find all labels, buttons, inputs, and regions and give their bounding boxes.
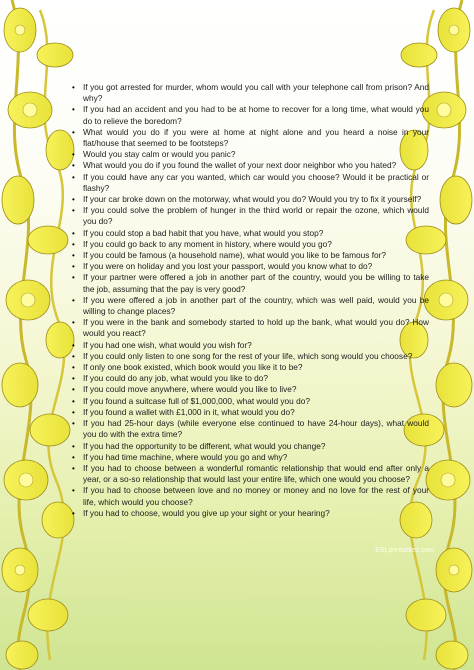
question-text: If you got arrested for murder, whom would you call with your telephone call from prison? And why? xyxy=(83,82,429,104)
bullet-icon: • xyxy=(72,340,75,350)
question-item xyxy=(69,508,429,519)
question-text: If you could solve the problem of hunger in the third world or repair the ozone, which would you do? xyxy=(83,205,429,227)
bullet-icon: • xyxy=(72,150,75,160)
bullet-icon: • xyxy=(72,363,75,373)
bullet-icon: • xyxy=(72,262,75,272)
question-text: If you had to choose between a wonderful romantic relationship that would end after only a year, or a so-so relationship that would last your entire life, which one would you choose? xyxy=(83,462,429,485)
watermark: ESLprintables.com xyxy=(375,547,434,554)
question-text: What would you do if you found the wallet of your next door neighbor who you hated? xyxy=(83,160,397,171)
question-text: If you had to choose between love and no money or money and no love for the rest of your life, which would you choose? xyxy=(83,485,429,507)
question-text: If you could only listen to one song for the rest of your life, which song would you choose? xyxy=(83,350,413,361)
question-item xyxy=(69,317,429,339)
question-text: If you could move anywhere, where would you like to live? xyxy=(83,384,297,395)
question-item xyxy=(69,149,429,160)
bullet-icon: • xyxy=(72,318,75,328)
question-item xyxy=(69,127,429,149)
bullet-icon: • xyxy=(72,441,75,451)
bullet-icon: • xyxy=(72,463,75,473)
bullet-icon: • xyxy=(72,374,75,384)
bullet-icon: • xyxy=(72,295,75,305)
question-text: If you had the opportunity to be different, what would you change? xyxy=(83,440,326,451)
question-text: If you were offered a job in another part of the country, which was well paid, would you be willing to change places? xyxy=(83,294,429,317)
bullet-icon: • xyxy=(72,419,75,429)
question-text: If your car broke down on the motorway, what would you do? Would you try to fix it yourself? xyxy=(83,194,422,205)
question-item xyxy=(69,396,429,407)
bullet-icon: • xyxy=(72,127,75,137)
bullet-icon: • xyxy=(72,407,75,417)
question-item xyxy=(69,362,429,373)
floral-border-left xyxy=(0,0,80,670)
question-item xyxy=(69,452,429,463)
question-item xyxy=(69,418,429,440)
question-text: If you were in the bank and somebody started to hold up the bank, what would you do? How would you react? xyxy=(83,317,429,339)
bullet-icon: • xyxy=(72,195,75,205)
question-item xyxy=(69,172,429,194)
bullet-icon: • xyxy=(72,161,75,171)
question-text: If you could go back to any moment in history, where would you go? xyxy=(83,238,332,249)
question-item xyxy=(69,160,429,171)
bullet-icon: • xyxy=(72,83,75,92)
question-item xyxy=(69,351,429,362)
question-item xyxy=(69,272,429,294)
question-item xyxy=(69,239,429,250)
question-text: If you had 25-hour days (while everyone else continued to have 24-hour days), what would you do with the extra time? xyxy=(83,418,429,440)
question-item xyxy=(69,261,429,272)
bullet-icon: • xyxy=(72,239,75,249)
question-item xyxy=(69,205,429,227)
question-text: If your partner were offered a job in another part of the country, would you be willing to take the job, assuming that the pay is very good? xyxy=(83,272,429,294)
bullet-icon: • xyxy=(72,228,75,238)
bullet-icon: • xyxy=(72,351,75,361)
question-item xyxy=(69,228,429,239)
question-item xyxy=(69,384,429,395)
bullet-icon: • xyxy=(72,508,75,518)
question-text: If you were on holiday and you lost your passport, would you know what to do? xyxy=(83,261,373,272)
question-item xyxy=(69,104,429,126)
question-text: If you had to choose, would you give up your sight or your hearing? xyxy=(83,507,330,518)
question-item xyxy=(69,250,429,261)
question-list-container xyxy=(69,82,429,519)
question-text: If you could be famous (a household name), what would you like to be famous for? xyxy=(83,250,387,261)
bullet-icon: • xyxy=(72,251,75,261)
question-text: If only one book existed, which book would you like it to be? xyxy=(83,362,303,373)
question-item xyxy=(69,295,429,317)
question-text: If you had time machine, where would you go and why? xyxy=(83,451,288,462)
bullet-icon: • xyxy=(72,385,75,395)
question-item xyxy=(69,463,429,485)
question-text: If you found a wallet with £1,000 in it, what would you do? xyxy=(83,406,295,417)
bullet-icon: • xyxy=(72,206,75,216)
question-item xyxy=(69,82,429,104)
bullet-icon: • xyxy=(72,396,75,406)
question-item xyxy=(69,441,429,452)
question-text: What would you do if you were at home at night alone and you heard a noise in your flat/house that seemed to be footsteps? xyxy=(83,126,429,149)
question-list xyxy=(69,82,429,519)
question-item xyxy=(69,485,429,507)
question-item xyxy=(69,340,429,351)
question-text: If you could stop a bad habit that you have, what would you stop? xyxy=(83,227,324,238)
question-text: If you found a suitcase full of $1,000,000, what would you do? xyxy=(83,395,310,406)
bullet-icon: • xyxy=(72,273,75,283)
bullet-icon: • xyxy=(72,172,75,182)
question-text: Would you stay calm or would you panic? xyxy=(83,149,236,160)
question-item xyxy=(69,194,429,205)
question-text: If you could have any car you wanted, which car would you choose? Would it be practical or flashy? xyxy=(83,171,429,193)
bullet-icon: • xyxy=(72,452,75,462)
question-item xyxy=(69,373,429,384)
bullet-icon: • xyxy=(72,486,75,496)
question-text: If you had an accident and you had to be at home to recover for a long time, what would you do to relieve the boredom? xyxy=(83,104,429,126)
question-text: If you had one wish, what would you wish for? xyxy=(83,339,252,350)
question-text: If you could do any job, what would you like to do? xyxy=(83,373,268,384)
question-item xyxy=(69,407,429,418)
bullet-icon: • xyxy=(72,105,75,115)
